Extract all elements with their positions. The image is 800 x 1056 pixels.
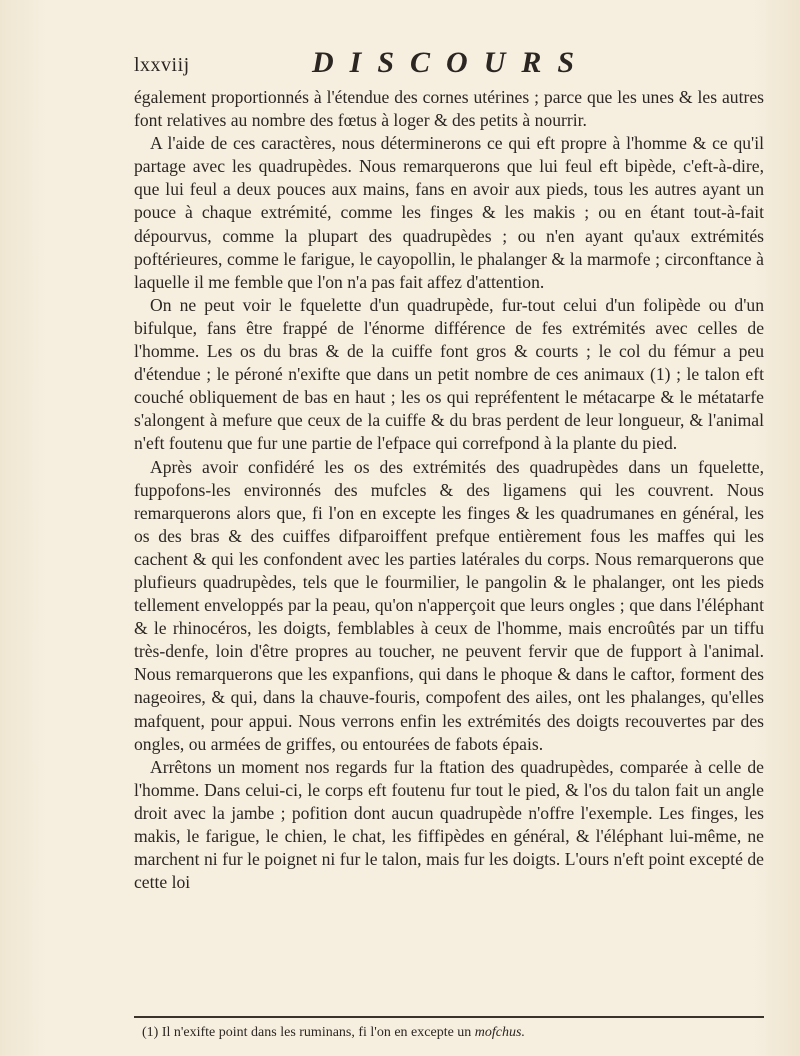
footnote (142, 1025, 525, 1041)
paragraph-continuation: également proportionnés à l'étendue des cornes utérines ; parce que les unes & les autres font relatives au nombre des fœtus à loger & des petits à nourrir. (134, 87, 764, 131)
running-title: DISCOURS (312, 46, 591, 79)
paragraph: On ne peut voir le fquelette d'un quadrupède, fur-tout celui d'un folipède ou d'un bifulque, fans être frappé de l'énorme différence de fes extrémités avec celles de l'homme. Les os du bras & de la cuiffe font gros & courts ; le col du fémur a peu d'étendue ; le péroné n'exifte que dans un petit nombre de ces animaux (1) ; le talon eft couché obliquement de bas en haut ; les os qui repréfentent le métacarpe & le métatarfe s'alongent à mefure que ceux de la cuiffe & du bras perdent de leur longueur, & l'animal n'eft foutenu que fur une partie de l'efpace qui correfpond à la plante du pied. (134, 294, 764, 454)
footnote-mark: (1) (142, 1025, 159, 1040)
footnote-italic-word: mofchus. (474, 1025, 525, 1040)
folio-number: lxxviij (134, 54, 190, 76)
paragraph: Arrêtons un moment nos regards fur la ftation des quadrupèdes, comparée à celle de l'homme. Dans celui-ci, le corps eft foutenu fur tout le pied, & l'os du talon fait un angle droit avec la jambe ; pofition dont aucun quadrupède n'offre l'exemple. Les finges, les makis, le farigue, le chien, le chat, les fiffipèdes en général, & l'éléphant lui-même, ne marchent ni fur le poignet ni fur le talon, mais fur les doigts. L'ours n'eft point excepté de cette loi (134, 756, 764, 893)
page-header (134, 46, 764, 82)
paragraph: A l'aide de ces caractères, nous déterminerons ce qui eft propre à l'homme & ce qu'il partage avec les quadrupèdes. Nous remarquerons que lui feul eft bipède, c'eft-à-dire, que lui feul a deux pouces aux mains, fans en avoir aux pieds, tous les autres ayant un pouce à chaque extrémité, comme les finges & les makis ; ou en étant tout-à-fait dépourvus, comme la plupart des quadrupèdes ; ou n'en ayant qu'aux extrémités poftérieures, comme le farigue, le cayopollin, le phalanger & la marmofe ; circonftance à laquelle il me femble que l'on n'a pas fait affez d'attention. (134, 133, 764, 292)
body-text (134, 86, 764, 894)
footnote-rule (134, 1016, 764, 1018)
paragraph: Après avoir confidéré les os des extrémités des quadrupèdes dans un fquelette, fuppofons-les environnés des mufcles & des ligamens qui les couvrent. Nous remarquerons alors que, fi l'on en excepte les finges & les quadrumanes en général, les os des bras & des cuiffes difparoiffent prefque entièrement fous les maffes qui les cachent & qui les confondent avec les parties latérales du corps. Nous remarquerons que plufieurs quadrupèdes, tels que le fourmilier, le pangolin & le phalanger, ont les pieds tellement enveloppés par la peau, qu'on n'apperçoit que leurs ongles ; que dans l'éléphant & le rhinocéros, les doigts, femblables à ceux de l'homme, mais encroûtés par un tiffu très-denfe, loin d'être propres au toucher, ne peuvent fervir que de fupport à l'animal. Nous remarquerons que les expanfions, qui dans le phoque & dans le caftor, forment des nageoires, & qui, dans la chauve-fouris, compofent des ailes, ont les phalanges, qu'elles mafquent, pour appui. Nous verrons enfin les extrémités des doigts recouvertes par des ongles, ou armées de griffes, ou entourées de fabots épais. (134, 456, 764, 754)
footnote-text: Il n'exifte point dans les ruminans, fi l'on en excepte un (161, 1025, 472, 1040)
